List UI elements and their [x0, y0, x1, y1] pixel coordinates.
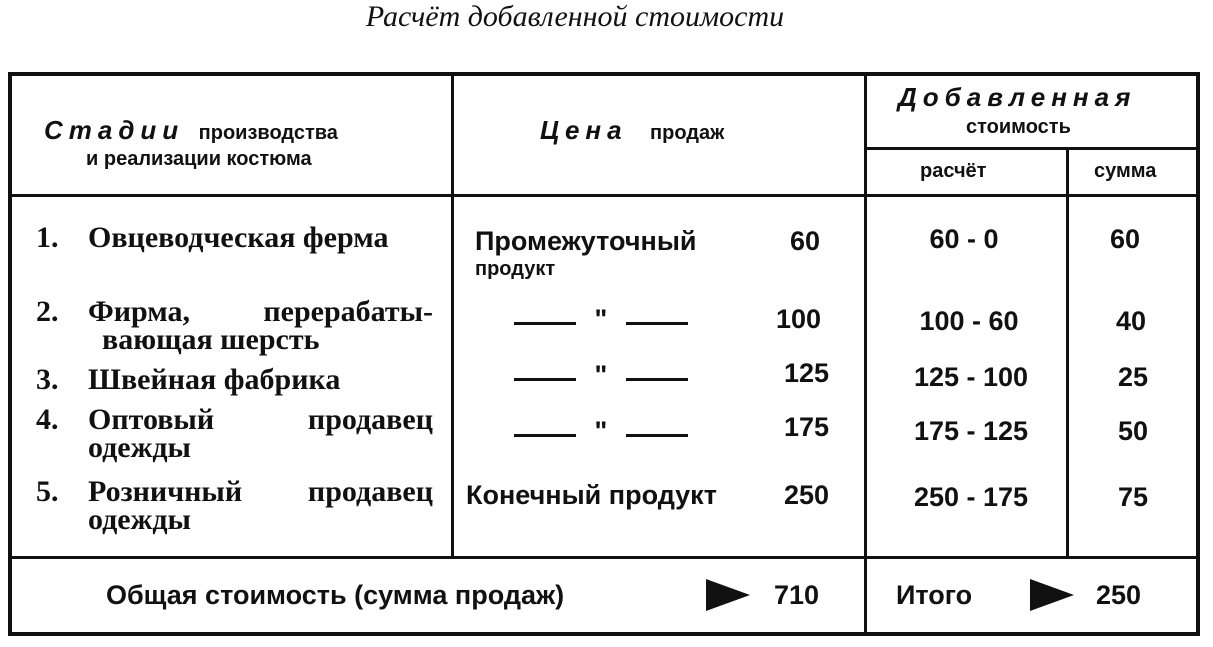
row-2-ditto: [514, 304, 688, 335]
footer-divider: [8, 556, 1200, 559]
row-1-sum: 60: [1110, 224, 1141, 254]
row-3-stage: Швейная фабрика: [88, 363, 341, 396]
row-3-sum: 25: [1118, 362, 1149, 392]
footer-arrow-icon: [706, 579, 750, 611]
row-2-stage-line1: Фирма, перерабаты-: [88, 295, 433, 328]
footer-itogo-value: 250: [1096, 580, 1142, 610]
row-3-ditto: [514, 360, 688, 391]
header-added-line2: стоимость: [966, 116, 1071, 138]
ditto-dash-left: [514, 322, 576, 325]
row-5-stage-line2: одежды: [88, 503, 191, 536]
ditto-dash-right: [626, 378, 688, 381]
row-1-price-label: Промежуточный: [475, 226, 697, 256]
footer-itogo-arrow-icon: [1030, 579, 1074, 611]
row-3-num: 3.: [36, 363, 59, 396]
header-price-rest: продаж: [650, 122, 725, 144]
document-title: Расчёт добавленной стоимости: [365, 0, 785, 33]
row-1-price-label2: продукт: [475, 258, 556, 280]
row-4-num: 4.: [36, 403, 59, 436]
subheader-divider: [864, 147, 1200, 150]
header-stages: [44, 115, 338, 146]
row-5-calc: 250 - 175: [913, 482, 1029, 512]
header-divider: [8, 194, 1200, 197]
header-calc: расчёт: [920, 160, 987, 182]
ditto-dash-left: [514, 434, 576, 437]
row-4-stage-line2: одежды: [88, 431, 191, 464]
col-divider-1: [451, 72, 454, 558]
row-5-stage-line1: Розничный продавец: [88, 475, 433, 508]
row-2-sum: 40: [1116, 306, 1147, 336]
row-5-num: 5.: [36, 475, 59, 508]
footer-total-value: 710: [774, 580, 820, 610]
col-divider-2: [864, 72, 867, 636]
ditto-mark: ": [594, 360, 608, 390]
row-5-sum: 75: [1118, 482, 1149, 512]
row-5-price: 250: [784, 480, 830, 510]
row-5-price-label: Конечный продукт: [466, 480, 717, 510]
col-divider-3: [1066, 147, 1069, 557]
ditto-dash-left: [514, 378, 576, 381]
header-price: [540, 115, 724, 146]
header-stages-rest: производства: [198, 122, 338, 144]
row-1-stage: Овцеводческая ферма: [88, 221, 389, 254]
footer-itogo-label: Итого: [896, 580, 973, 610]
ditto-mark: ": [594, 304, 608, 334]
header-price-word: Цена: [540, 115, 628, 145]
row-2-num: 2.: [36, 295, 59, 328]
row-2-stage-line2: вающая шерсть: [102, 323, 320, 356]
row-4-price: 175: [784, 412, 830, 442]
row-4-stage-line1: Оптовый продавец: [88, 403, 433, 436]
ditto-mark: ": [594, 416, 608, 446]
header-sum: сумма: [1094, 160, 1157, 182]
row-4-sum: 50: [1118, 416, 1149, 446]
row-2-price: 100: [776, 304, 822, 334]
row-1-calc: 60 - 0: [929, 224, 999, 254]
ditto-dash-right: [626, 322, 688, 325]
header-added-word: Добавленная: [898, 82, 1137, 112]
row-2-calc: 100 - 60: [919, 306, 1019, 336]
row-1-num: 1.: [36, 221, 59, 254]
row-1-price: 60: [790, 226, 821, 256]
header-stages-line2: и реализации костюма: [86, 148, 312, 170]
row-3-price: 125: [784, 358, 830, 388]
row-4-ditto: [514, 416, 688, 447]
ditto-dash-right: [626, 434, 688, 437]
header-stages-word: Стадии: [44, 115, 185, 145]
row-4-calc: 175 - 125: [913, 416, 1029, 446]
footer-total-label: Общая стоимость (сумма продаж): [106, 580, 565, 610]
row-3-calc: 125 - 100: [913, 362, 1029, 392]
